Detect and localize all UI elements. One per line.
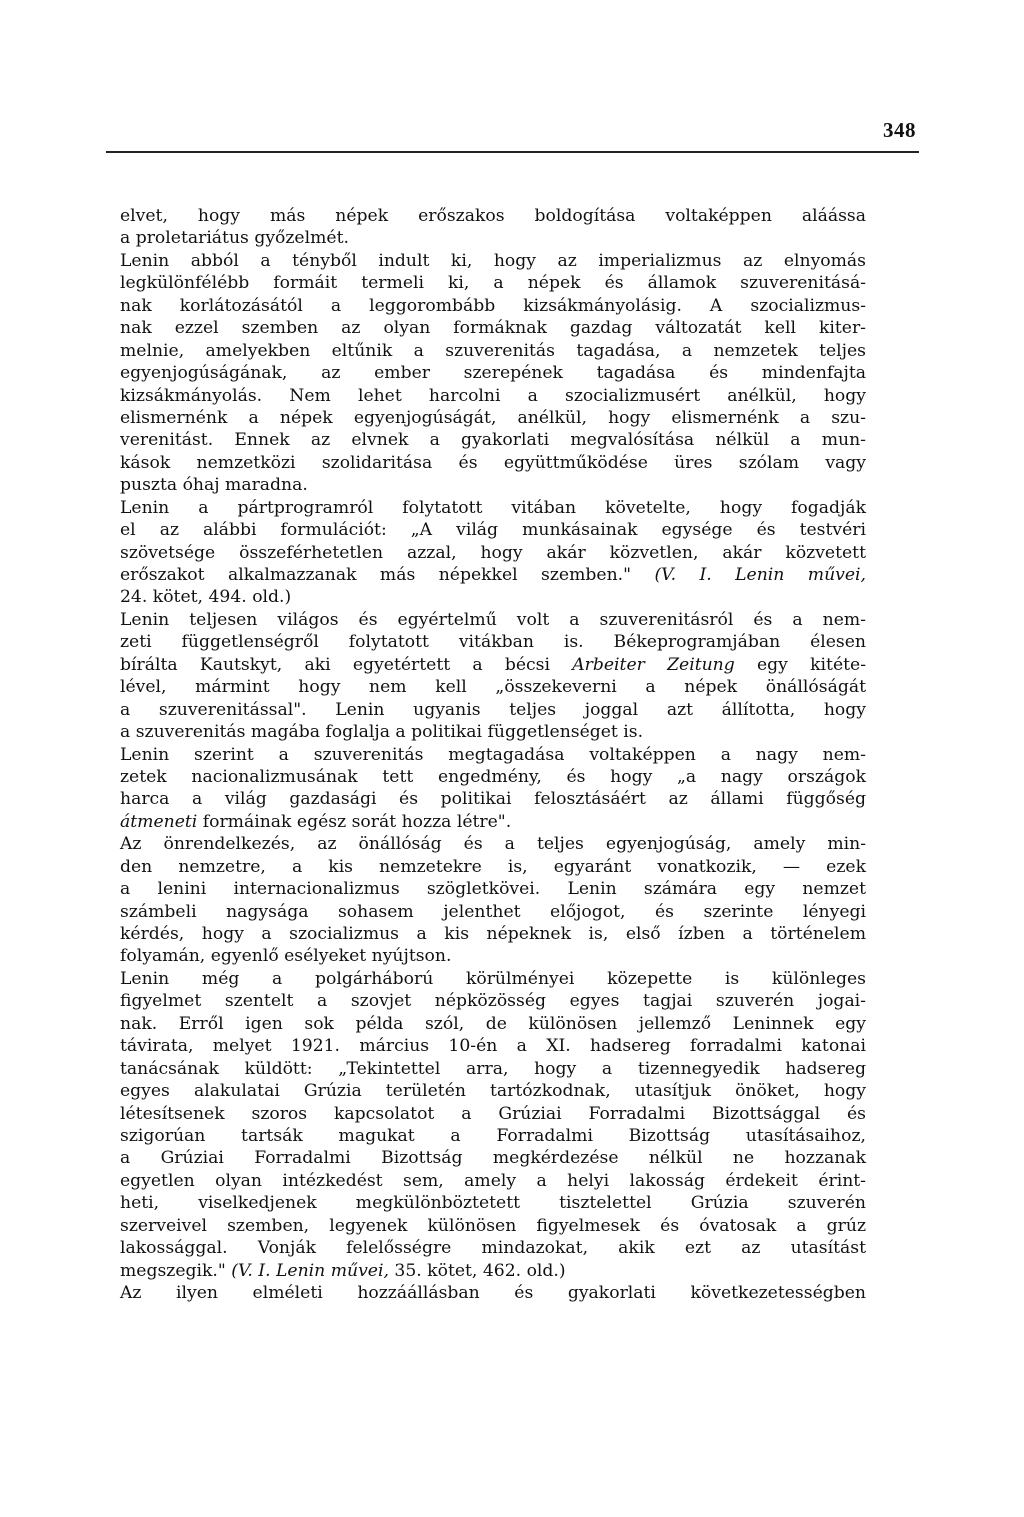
text-line: lakossággal. Vonják felelősségre mindazokat, akik ezt az utasítást (120, 1238, 866, 1259)
text-line: zeti függetlenségről folytatott vitákban is. Békeprogramjában élesen (120, 632, 866, 653)
text-line: számbeli nagysága sohasem jelenthet előjogot, és szerinte lényegi (120, 901, 866, 922)
text-line: tanácsának küldött: „Tekintettel arra, hogy a tizennegyedik hadsereg (120, 1058, 866, 1079)
text-line: heti, viselkedjenek megkülönböztetett tisztelettel Grúzia szuverén (120, 1193, 866, 1214)
text-line: egyenjogúságának, az ember szerepének tagadása és mindenfajta (120, 363, 866, 384)
text-line: elismernénk a népek egyenjogúságát, anélkül, hogy elismernénk a szu- (120, 407, 866, 428)
text-line: harca a világ gazdasági és politikai felosztásáért az állami függőség (120, 789, 866, 810)
text-line: szigorúan tartsák magukat a Forradalmi Bizottság utasításaihoz, (120, 1125, 866, 1146)
text-line: Lenin még a polgárháború körülményei közepette is különleges (120, 968, 866, 989)
text-line: figyelmet szentelt a szovjet népközösség egyes tagjai szuverén jogai- (120, 991, 866, 1012)
text-line: nak ezzel szemben az olyan formáknak gazdag változatát kell kiter- (120, 318, 866, 339)
text-line: szerveivel szemben, legyenek különösen figyelmesek és óvatosak a grúz (120, 1215, 866, 1236)
text-line: nak korlátozásától a leggorombább kizsákmányolásig. A szocializmus- (120, 295, 866, 316)
text-line: den nemzetre, a kis nemzetekre is, egyaránt vonatkozik, — ezek (120, 856, 866, 877)
text-line: a lenini internacionalizmus szögletkövei. Lenin számára egy nemzet (120, 879, 866, 900)
italic-span: (V. I. Lenin művei, (231, 1260, 389, 1281)
text-line: 24. kötet, 494. old.) (120, 587, 292, 608)
text-line: a Grúziai Forradalmi Bizottság megkérdezése nélkül ne hozzanak (120, 1148, 866, 1169)
text-line (120, 1260, 866, 1282)
text-line: egyetlen olyan intézkedést sem, amely a helyi lakosság érdekeit érint- (120, 1170, 866, 1191)
text-span: bírálta Kautskyt, aki egyetértett a bécsi (120, 654, 573, 675)
text-line: legkülönfélébb formáit termeli ki, a népek és államok szuverenitásá- (120, 273, 866, 294)
text-line: kások nemzetközi szolidaritása és együttműködése üres szólam vagy (120, 452, 866, 473)
italic-span: (V. I. Lenin művei, (654, 565, 866, 585)
text-line: távirata, melyet 1921. március 10-én a XI. hadsereg forradalmi katonai (120, 1036, 866, 1057)
text-line: elvet, hogy más népek erőszakos boldogítása voltaképpen aláássa (120, 206, 866, 226)
text-line: nak. Erről igen sok példa szól, de különösen jellemző Leninnek egy (120, 1013, 866, 1034)
text-line: lével, mármint hogy nem kell „összekeverni a népek önállóságát (120, 677, 866, 698)
text-line: verenitást. Ennek az elvnek a gyakorlati megvalósítása nélkül a mun- (120, 430, 866, 451)
text-line: a szuverenitás magába foglalja a politikai függetlenséget is. (120, 722, 644, 743)
text-span: formáinak egész sorát hozza létre". (197, 811, 512, 832)
text-span: egy kitéte- (734, 654, 867, 675)
text-line: Lenin teljesen világos és egyértelmű volt a szuverenitásról és a nem- (120, 609, 866, 630)
text-line: Az ilyen elméleti hozzáállásban és gyakorlati következetességben (120, 1283, 866, 1303)
text-line: Lenin abból a tényből indult ki, hogy az imperializmus az elnyomás (120, 250, 866, 271)
italic-span: Arbeiter Zeitung (572, 654, 735, 675)
text-line: el az alábbi formulációt: „A világ munkásainak egysége és testvéri (120, 520, 866, 541)
page-number: 348 (883, 118, 916, 142)
text-line: Az önrendelkezés, az önállóság és a teljes egyenjogúság, amely min- (120, 834, 866, 855)
text-line (120, 564, 866, 586)
italic-span: átmeneti (120, 811, 198, 832)
text-line: zetek nacionalizmusának tett engedmény, és hogy „a nagy országok (120, 766, 866, 787)
text-line: kérdés, hogy a szocializmus a kis népeknek is, első ízben a történelem (120, 924, 866, 944)
text-line: létesítsenek szoros kapcsolatot a Grúziai Forradalmi Bizottsággal és (120, 1103, 866, 1124)
body-text (120, 205, 866, 1304)
text-line: melnie, amelyekben eltűnik a szuverenitás tagadása, a nemzetek teljes (120, 340, 866, 361)
text-line: a proletariátus győzelmét. (120, 228, 349, 249)
header-rule (106, 151, 919, 153)
text-line: kizsákmányolás. Nem lehet harcolni a szocializmusért anélkül, hogy (120, 385, 866, 406)
text-line: Lenin a pártprogramról folytatott vitában követelte, hogy fogadják (120, 497, 866, 518)
text-line: a szuverenitással". Lenin ugyanis teljes joggal azt állította, hogy (120, 699, 866, 720)
text-line (120, 654, 866, 676)
text-line: egyes alakulatai Grúzia területén tartózkodnak, utasítjuk önöket, hogy (120, 1081, 866, 1102)
text-span: 35. kötet, 462. old.) (388, 1260, 566, 1281)
text-span: erőszakot alkalmazzanak más népekkel szemben." (120, 565, 655, 585)
text-span: megszegik." (120, 1260, 232, 1281)
text-line (120, 811, 866, 833)
text-line: folyamán, egyenlő esélyeket nyújtson. (120, 946, 452, 967)
text-line: puszta óhaj maradna. (120, 475, 308, 496)
text-line: Lenin szerint a szuverenitás megtagadása voltaképpen a nagy nem- (120, 744, 866, 765)
text-line: szövetsége összeférhetetlen azzal, hogy akár közvetlen, akár közvetett (120, 542, 866, 563)
